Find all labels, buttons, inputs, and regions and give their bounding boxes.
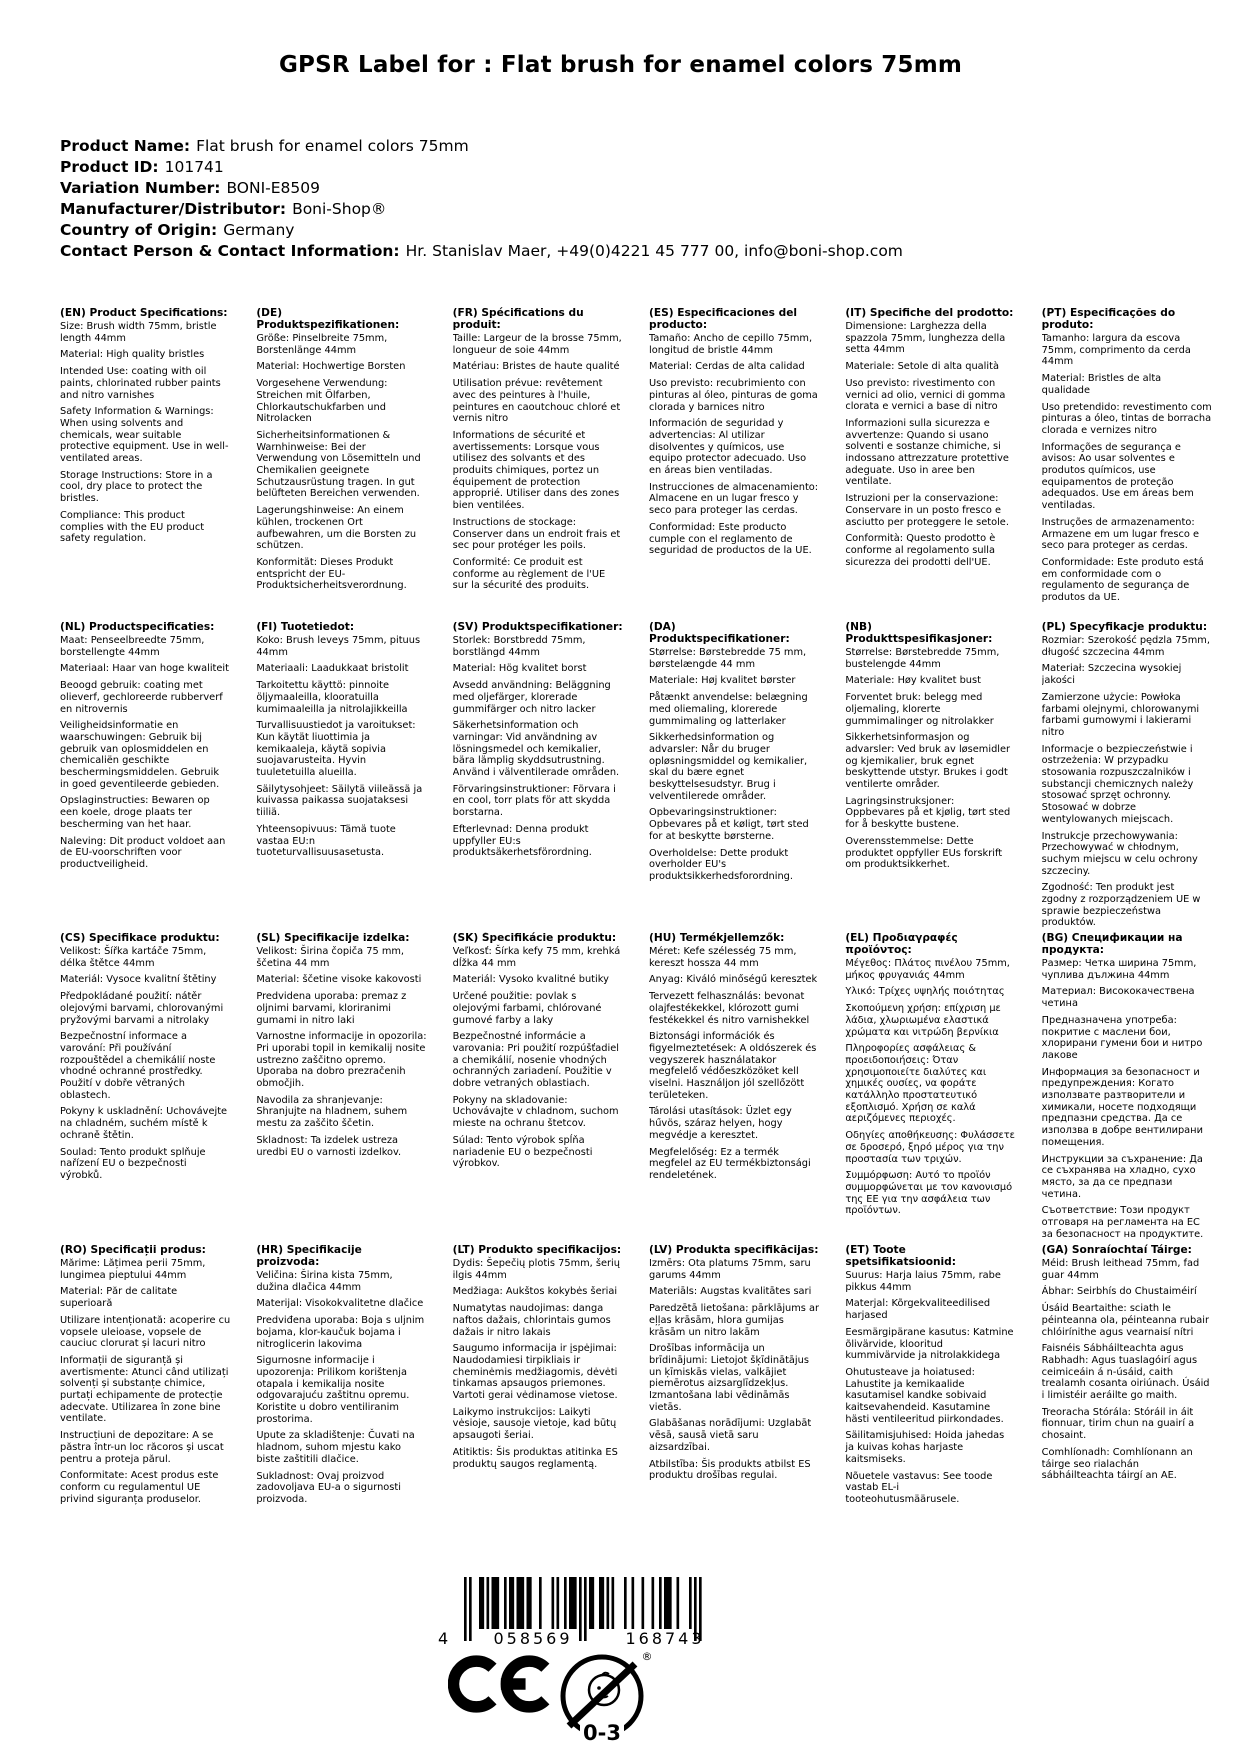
spec-paragraph: Tarkoitettu käyttö: pinnoite öljymaaleilla, klooratuilla kumimaaleilla ja nitrolajikkeilla <box>256 680 408 715</box>
spec-cell-lt <box>453 1244 623 1511</box>
spec-paragraph: Materiaali: Laadukkaat bristolit <box>256 663 409 675</box>
spec-paragraph: Konformität: Dieses Produkt entspricht der EU-Produktsicherheitsverordnung. <box>256 556 407 592</box>
spec-paragraph: Suurus: Harja laius 75mm, rabe pikkus 44mm <box>845 1270 1001 1293</box>
spec-header: (NL) Productspecificaties: <box>60 621 215 633</box>
spec-paragraph: Säilitamisjuhised: Hoida jahedas ja kuivas kohas harjaste kaitsmiseks. <box>845 1430 1005 1465</box>
spec-paragraph: Συμμόρφωση: Αυτό το προϊόν συμμορφώνεται με τον κανονισμό της ΕΕ για την ασφάλεια των προϊόντων. <box>845 1170 1013 1217</box>
spec-paragraph: Istruzioni per la conservazione: Conservare in un posto fresco e asciutto per proteggere le setole. <box>845 493 1009 528</box>
spec-paragraph: Størrelse: Børstebredde 75mm, bustelengde 44mm <box>845 647 1000 670</box>
spec-paragraph: Materiał: Szczecina wysokiej jakości <box>1041 663 1182 687</box>
spec-cell-ga <box>1042 1244 1212 1511</box>
spec-header: (PT) Especificações do produto: <box>1041 307 1176 331</box>
age-warning-0-3-icon <box>556 1648 656 1750</box>
spec-paragraph: Размер: Четка ширина 75mm, чуплива дължина 44mm <box>1041 958 1197 981</box>
spec-paragraph: Skladnost: Ta izdelek ustreza uredbi EU o varnosti izdelkov. <box>256 1134 402 1158</box>
product-info-field <box>60 199 903 220</box>
spec-paragraph: Atbilstība: Šis produkts atbilst ES produktu drošības regulai. <box>648 1458 811 1482</box>
spec-paragraph: Avsedd användning: Beläggning med oljefärger, klorerade gummifärger och nitro lacker <box>452 680 611 715</box>
spec-paragraph: Forventet bruk: belegg med oljemaling, klorerte gummimalinger og nitrolakker <box>845 692 994 727</box>
spec-header: (HR) Specifikacije proizvoda: <box>256 1244 362 1268</box>
spec-paragraph: Materjal: Kõrgekvaliteedilised harjased <box>845 1298 991 1322</box>
spec-paragraph: Förvaringsinstruktioner: Förvara i en cool, torr plats för att skydda borstarna. <box>452 783 616 819</box>
spec-paragraph: Turvallisuustiedot ja varoitukset: Kun käytät liuottimia ja kemikaaleja, käytä sopivia suojavarusteita. Hyvin tuuletetuilla alueilla. <box>256 720 416 779</box>
spec-paragraph: Méid: Brush leithead 75mm, fad guar 44mm <box>1041 1258 1200 1281</box>
spec-cell-fr <box>453 307 623 621</box>
product-info-field <box>60 178 903 199</box>
spec-paragraph: Naleving: Dit product voldoet aan de EU-voorschriften voor productveiligheid. <box>60 835 226 870</box>
spec-cell-sk <box>453 932 623 1244</box>
spec-paragraph: Bezpečnostné informácie a varovania: Pri použití rozpúšťadiel a chemikálií, nosenie vhodných ochranných zariadení. Použitie v dobre vetraných oblastiach. <box>452 1031 619 1090</box>
spec-header: (EL) Προδιαγραφές προϊόντος: <box>845 932 958 956</box>
spec-paragraph: Utilizare intenționată: acoperire cu vopsele uleioase, vopsele de cauciuc clorurat și lacuri nitro <box>60 1314 231 1350</box>
spec-paragraph: Saugumo informacija ir įspėjimai: Naudodamiesi tirpikliais ir cheminėmis medžiagomis, dėvėti tinkamas apsaugos priemones. Vartoti gerai vėdinamose vietose. <box>452 1343 618 1402</box>
spec-paragraph: Größe: Pinselbreite 75mm, Borstenlänge 44mm <box>256 333 388 356</box>
spec-paragraph: Dydis: Šepečių plotis 75mm, šerių ilgis 44mm <box>452 1258 620 1281</box>
spec-paragraph: Sikkerhetsinformasjon og advarsler: Ved bruk av løsemidler og kjemikalier, bruk egnet beskyttende utstyr. Brukes i godt ventilerte områder. <box>845 732 1011 791</box>
barcode-digit-first: 4 <box>438 1629 449 1648</box>
spec-paragraph: Ohutusteave ja hoiatused: Lahustite ja kemikaalide kasutamisel kandke sobivaid kaitsevahendeid. Kasutamine hästi ventileeritud piirkondades. <box>845 1366 1004 1425</box>
spec-paragraph: Conformidade: Este produto está em conformidade com o regulamento de segurança de produtos da UE. <box>1041 556 1204 604</box>
spec-paragraph: Efterlevnad: Denna produkt uppfyller EU:s produktsäkerhetsförordning. <box>452 823 592 859</box>
spec-paragraph: Koko: Brush leveys 75mm, pituus 44mm <box>256 635 421 658</box>
spec-paragraph: Instrucciones de almacenamiento: Almacene en un lugar fresco y seco para proteger las cerdas. <box>648 481 819 517</box>
spec-header: (PL) Specyfikacje produktu: <box>1041 621 1208 633</box>
spec-paragraph: Conformidad: Este producto cumple con el reglamento de seguridad de productos de la UE. <box>648 521 812 557</box>
spec-cell-pt <box>1042 307 1212 621</box>
spec-paragraph: Anyag: Kiváló minőségű keresztek <box>648 974 818 986</box>
spec-paragraph: Velikost: Širina čopiča 75 mm, ščetina 44 mm <box>256 946 405 969</box>
spec-paragraph: Navodila za shranjevanje: Shranjujte na hladnem, suhem mestu za zaščito ščetin. <box>256 1094 408 1130</box>
spec-paragraph: Faisnéis Sábháilteachta agus Rabhadh: Agus tuaslagóirí agus ceimiceáin á n-úsáid, caith trealamh cosanta oiriúnach. Úsáid i limistéir aeráilte go maith. <box>1041 1343 1210 1402</box>
spec-paragraph: Material: Hög kvalitet borst <box>452 663 587 675</box>
spec-paragraph: Drošības informācija un brīdinājumi: Lietojot šķīdinātājus un ķīmiskās vielas, valkājiet piemērotus aizsarglīdzekļus. Izmantošana labi vēdināmās vietās. <box>648 1343 809 1413</box>
spec-paragraph: Инструкции за съхранение: Да се съхранява на хладно, сухо място, за да се предпази четина. <box>1041 1153 1203 1200</box>
spec-paragraph: Materiál: Vysoko kvalitné butiky <box>452 974 609 986</box>
spec-paragraph: Conformitate: Acest produs este conform cu regulamentul UE privind siguranța produselor. <box>60 1470 219 1505</box>
spec-paragraph: Material: Cerdas de alta calidad <box>648 361 805 373</box>
spec-paragraph: Určené použitie: povlak s olejovými farbami, chlórované gumové farby a laky <box>452 991 602 1026</box>
spec-paragraph: Upute za skladištenje: Čuvati na hladnom, suhom mjestu kako biste zaštitili dlačice. <box>256 1430 415 1465</box>
spec-cell-de <box>256 307 426 621</box>
field-value: Germany <box>223 221 295 239</box>
spec-paragraph: Materiale: Setole di alta qualità <box>845 361 999 373</box>
spec-header: (HU) Termékjellemzők: <box>648 932 785 944</box>
spec-paragraph: Materiale: Høy kvalitet bust <box>845 675 981 687</box>
spec-paragraph: Lagringsinstruksjoner: Oppbevares på et kjølig, tørt sted for å beskytte bustene. <box>845 795 1011 831</box>
spec-cell-nb <box>845 621 1015 932</box>
spec-cell-hu <box>649 932 819 1244</box>
spec-paragraph: Tamanho: largura da escova 75mm, comprimento da cerda 44mm <box>1041 333 1191 368</box>
field-value: Hr. Stanislav Maer, +49(0)4221 45 777 00, info@boni-shop.com <box>405 242 903 260</box>
spec-paragraph: Safety Information & Warnings: When using solvents and chemicals, wear suitable protective equipment. Use in well-ventilated areas. <box>60 406 229 465</box>
spec-header: (RO) Specificații produs: <box>60 1244 206 1256</box>
spec-paragraph: Bezpečnostní informace a varování: Při používání rozpouštědel a chemikálií noste vhodné ochranné prostředky. Použití v dobře větraných oblastech. <box>60 1031 216 1101</box>
spec-paragraph: Materiāls: Augstas kvalitātes sari <box>648 1286 812 1298</box>
spec-header: (IT) Specifiche del prodotto: <box>845 307 1014 319</box>
spec-cell-cs <box>60 932 230 1244</box>
spec-cell-pl <box>1042 621 1212 932</box>
spec-header: (SV) Produktspecifikationer: <box>452 621 623 633</box>
spec-paragraph: Materiale: Høj kvalitet børster <box>648 675 796 687</box>
spec-paragraph: Opslaginstructies: Bewaren op een koele, droge plaats ter bescherming van het haar. <box>60 795 210 830</box>
spec-cell-bg <box>1042 932 1212 1244</box>
spec-paragraph: Megfelelőség: Ez a termék megfelel az EU termékbiztonsági rendeletének. <box>648 1146 811 1181</box>
spec-paragraph: Maat: Penseelbreedte 75mm, borstellengte 44mm <box>60 635 205 658</box>
spec-paragraph: Предназначена употреба: покритие с маслени бои, хлорирани гумени бои и нитро лакове <box>1041 1014 1203 1061</box>
spec-paragraph: Beoogd gebruik: coating met olieverf, gechloreerde rubberverf en nitrovernis <box>60 680 223 715</box>
spec-cell-fi <box>256 621 426 932</box>
field-value: Boni-Shop® <box>292 200 387 218</box>
spec-paragraph: Pokyny na skladovanie: Uchovávajte v chladnom, suchom mieste na ochranu štetcov. <box>452 1094 619 1130</box>
spec-cell-hr <box>256 1244 426 1511</box>
spec-paragraph: Οδηγίες αποθήκευσης: Φυλάσσετε σε δροσερό, ξηρό μέρος για την προστασία των τριχών. <box>845 1130 1015 1165</box>
spec-paragraph: Instrucțiuni de depozitare: A se păstra într-un loc răcoros și uscat pentru a proteja părul. <box>60 1430 224 1465</box>
spec-paragraph: Matériau: Bristes de haute qualité <box>452 361 620 373</box>
spec-paragraph: Påtænkt anvendelse: belægning med oliemaling, klorerede gummimaling og latterlaker <box>648 692 808 727</box>
spec-header: (LV) Produkta specifikācijas: <box>648 1244 819 1256</box>
spec-header: (SL) Specifikacije izdelka: <box>256 932 410 944</box>
spec-paragraph: Material: Bristles de alta qualidade <box>1041 373 1162 396</box>
spec-cell-sv <box>453 621 623 932</box>
spec-header: (DA) Produktspecifikationer: <box>648 621 790 645</box>
spec-paragraph: Intended Use: coating with oil paints, chlorinated rubber paints and nitro varnishes <box>60 366 221 401</box>
spec-paragraph: Uso pretendido: revestimento com pinturas a óleo, tintas de borracha clorada e vernizes nitro <box>1041 401 1212 436</box>
field-label: Contact Person & Contact Information: <box>60 242 400 260</box>
spec-paragraph: Treoracha Stórála: Stóráil in áit fionnuar, tirim chun na guairí a chosaint. <box>1041 1406 1195 1442</box>
spec-paragraph: Veľkosť: Šírka kefy 75 mm, krehká dĺžka 44 mm <box>452 946 621 969</box>
spec-paragraph: Υλικό: Τρίχες υψηλής ποιότητας <box>845 986 1005 998</box>
spec-cell-da <box>649 621 819 932</box>
spec-paragraph: Compliance: This product complies with the EU product safety regulation. <box>60 509 205 545</box>
spec-header: (SK) Špecifikácie produktu: <box>452 932 617 944</box>
spec-paragraph: Numatytas naudojimas: danga naftos dažais, chlorintais gumos dažais ir nitro lakais <box>452 1303 611 1338</box>
spec-paragraph: Ábhar: Seirbhís do Chustaiméirí <box>1041 1286 1197 1298</box>
field-label: Product Name: <box>60 137 191 155</box>
field-value: BONI-E8509 <box>226 179 320 197</box>
spec-paragraph: Laikymo instrukcijos: Laikyti vėsioje, sausoje vietoje, kad būtų apsaugoti šeriai. <box>452 1406 617 1442</box>
spec-header: (FI) Tuotetiedot: <box>256 621 355 633</box>
field-label: Manufacturer/Distributor: <box>60 200 287 218</box>
spec-paragraph: Soulad: Tento produkt splňuje nařízení EU o bezpečnosti výrobků. <box>60 1146 206 1181</box>
spec-paragraph: Méret: Kefe szélesség 75 mm, kereszt hossza 44 mm <box>648 946 797 969</box>
spec-paragraph: Paredzētā lietošana: pārklājums ar eļļas krāsām, hlora gumijas krāsām un nitro lakām <box>648 1303 820 1338</box>
spec-paragraph: Størrelse: Børstebredde 75 mm, børstelængde 44 mm <box>648 647 807 670</box>
spec-paragraph: Sicherheitsinformationen & Warnhinweise: Bei der Verwendung von Lösemitteln und Chemikalien geeignete Schutzausrüstung tragen. In gut belüfteten Bereichen verwenden. <box>256 429 421 500</box>
spec-paragraph: Sukladnost: Ovaj proizvod zadovoljava EU-a o sigurnosti proizvoda. <box>256 1470 401 1505</box>
spec-paragraph: Glabāšanas norādījumi: Uzglabāt vēsā, sausā vietā saru aizsardzībai. <box>648 1418 812 1453</box>
spec-paragraph: Veličina: Širina kista 75mm, dužina dlačica 44mm <box>256 1270 393 1293</box>
spec-paragraph: Yhteensopivuus: Tämä tuote vastaa EU:n tuoteturvallisuusasetusta. <box>256 823 396 859</box>
spec-paragraph: Varnostne informacije in opozorila: Pri uporabi topil in kemikalij nosite ustrezno zaščitno opremo. Uporaba na dobro prezračenih območjih. <box>256 1031 427 1090</box>
spec-paragraph: Säilytysohjeet: Säilytä viileässä ja kuivassa paikassa suojataksesi tiiliä. <box>256 783 423 819</box>
spec-paragraph: Lagerungshinweise: An einem kühlen, trockenen Ort aufbewahren, um die Borsten zu schützen. <box>256 505 417 552</box>
spec-paragraph: Instructions de stockage: Conserver dans un endroit frais et sec pour protéger les poils. <box>452 516 621 552</box>
spec-paragraph: Taille: Largeur de la brosse 75mm, longueur de soie 44mm <box>452 333 622 356</box>
spec-paragraph: Material: High quality bristles <box>60 349 205 361</box>
spec-paragraph: Predviđena uporaba: Boja s uljnim bojama, klor-kaučuk bojama i nitroglicerin lakovima <box>256 1315 425 1350</box>
spec-paragraph: Zgodność: Ten produkt jest zgodny z rozporządzeniem UE w sprawie bezpieczeństwa produktów. <box>1041 882 1201 929</box>
spec-paragraph: Materiaal: Haar van hoge kwaliteit <box>60 663 229 675</box>
spec-header: (NB) Produkttspesifikasjoner: <box>845 621 993 645</box>
age-warning-label: 0-3 <box>583 1721 621 1745</box>
spec-paragraph: Informații de siguranță și avertismente: Atunci când utilizați solvenți și substanțe chimice, purtați echipamente de protecție adecvate. Utilizarea în zone bine ventilate. <box>60 1354 229 1425</box>
spec-paragraph: Utilisation prévue: revêtement avec des peintures à l'huile, peintures en caoutchouc chloré et vernis nitro <box>452 378 621 425</box>
spec-paragraph: Súlad: Tento výrobok spĺňa nariadenie EU o bezpečnosti výrobkov. <box>452 1134 593 1170</box>
spec-paragraph: Materiál: Vysoce kvalitní štětiny <box>60 974 217 986</box>
spec-header: (GA) Sonraíochtaí Táirge: <box>1041 1244 1192 1256</box>
spec-paragraph: Säkerhetsinformation och varningar: Vid användning av lösningsmedel och kemikalier, bära lämplig skyddsutrustning. Använd i välventilerade områden. <box>452 720 620 779</box>
field-label: Variation Number: <box>60 179 221 197</box>
spec-paragraph: Materijal: Visokokvalitetne dlačice <box>256 1298 424 1310</box>
spec-paragraph: Size: Brush width 75mm, bristle length 44mm <box>60 321 217 344</box>
spec-header: (ET) Toote spetsifikatsioonid: <box>845 1244 956 1268</box>
spec-paragraph: Conformité: Ce produit est conforme au règlement de l'UE sur la sécurité des produits. <box>452 556 606 592</box>
spec-paragraph: Съответствие: Този продукт отговаря на регламента на ЕС за безопасност на продуктите. <box>1041 1205 1204 1240</box>
spec-paragraph: Storlek: Borstbredd 75mm, borstlängd 44mm <box>452 635 586 658</box>
spec-cell-ro <box>60 1244 230 1511</box>
spec-paragraph: Informacje o bezpieczeństwie i ostrzeżenia: W przypadku stosowania rozpuszczalników i substancji chemicznych należy stosować sprzęt ochronny. Stosować w dobrze wentylowanych miejscach. <box>1041 743 1194 825</box>
spec-header: (ES) Especificaciones del producto: <box>648 307 798 331</box>
spec-header: (EN) Product Specifications: <box>60 307 228 319</box>
product-info-field <box>60 136 903 157</box>
spec-cell-el <box>845 932 1015 1244</box>
spec-paragraph: Πληροφορίες ασφάλειας & προειδοποιήσεις: Όταν χρησιμοποιείτε διαλύτες και χημικές ουσίες, να φοράτε κατάλληλο προστατευτικό εξοπλισμό. Χρήση σε καλά αεριζόμενες περιοχές. <box>845 1043 987 1125</box>
spec-paragraph: Tervezett felhasználás: bevonat olajfestékekkel, klórozott gumi festékekkel és nitro varnishekkel <box>648 991 810 1026</box>
spec-cell-it <box>845 307 1015 621</box>
spec-paragraph: Material: Hochwertige Borsten <box>256 361 406 373</box>
spec-cell-sl <box>256 932 426 1244</box>
spec-paragraph: Pokyny k uskladnění: Uchovávejte na chladném, suchém místě k ochraně štětin. <box>60 1106 228 1141</box>
spec-paragraph: Rozmiar: Szerokość pędzla 75mm, długość szczecina 44mm <box>1041 635 1210 658</box>
field-label: Product ID: <box>60 158 159 176</box>
spec-paragraph: Sigurnosne informacije i upozorenja: Prilikom korištenja otapala i kemikalija nosite odgovarajuću zaštitnu opremu. Koristite u dobro ventiliranim prostorima. <box>256 1355 410 1425</box>
spec-paragraph: Medžiaga: Aukštos kokybės šeriai <box>452 1286 618 1298</box>
product-info-field <box>60 220 903 241</box>
product-info-field <box>60 241 903 262</box>
spec-paragraph: Biztonsági információk és figyelmeztetések: A oldószerek és vegyszerek használatakor megfelelő védőeszközöket kell viselni. Használjon jól szellőzött területeken. <box>648 1031 817 1101</box>
spec-cell-et <box>845 1244 1015 1511</box>
spec-header: (FR) Spécifications du produit: <box>452 307 584 331</box>
spec-paragraph: Информация за безопасност и предупреждения: Когато използвате разтворители и химикали, носете подходящи предпазни средства. Да се използва в добре вентилирани помещения. <box>1041 1066 1203 1148</box>
spec-paragraph: Material: Păr de calitate superioară <box>60 1286 178 1310</box>
spec-paragraph: Sikkerhedsinformation og advarsler: Når du bruger opløsningsmiddel og kemikalier, skal du bære egnet beskyttelsesudstyr. Brug i velventilerede områder. <box>648 732 808 802</box>
product-info-block <box>60 136 903 262</box>
spec-paragraph: Uso previsto: rivestimento con vernici ad olio, vernici di gomma clorata e vernici a base di nitro <box>845 377 1006 413</box>
spec-paragraph: Predvidena uporaba: premaz z oljnimi barvami, kloriranimi gumami in nitro laki <box>256 991 407 1026</box>
spec-cell-es <box>649 307 819 621</box>
product-info-field <box>60 157 903 178</box>
spec-paragraph: Información de seguridad y advertencias: Al utilizar disolventes y químicos, use equipo protector adecuado. Uso en áreas bien ventiladas. <box>648 418 807 477</box>
field-value: 101741 <box>164 158 224 176</box>
barcode-digits-left: 058569 <box>493 1629 573 1648</box>
field-label: Country of Origin: <box>60 221 218 239</box>
spec-cell-lv <box>649 1244 819 1511</box>
spec-header: (BG) Спецификации на продукта: <box>1041 932 1183 956</box>
spec-header: (DE) Produktspezifikationen: <box>256 307 400 331</box>
spec-paragraph: Zamierzone użycie: Powłoka farbami olejnymi, chlorowanymi farbami gumowymi i lakierami nitro <box>1041 691 1200 738</box>
spec-paragraph: Předpokládané použití: nátěr olejovými barvami, chlorovanými pryžovými barvami a nitrolaky <box>60 991 224 1026</box>
spec-cell-en <box>60 307 230 621</box>
spec-paragraph: Opbevaringsinstruktioner: Opbevares på et køligt, tørt sted for at beskytte børsterne. <box>648 807 809 842</box>
spec-paragraph: Informations de sécurité et avertissements: Lorsque vous utilisez des solvants et des produits chimiques, portez un équipement de protection approprié. Utiliser dans des zones bien ventilées. <box>452 429 620 512</box>
spec-paragraph: Overholdelse: Dette produkt overholder EU's produktsikkerhedsforordning. <box>648 847 794 882</box>
spec-paragraph: Material: ščetine visoke kakovosti <box>256 974 422 986</box>
spec-paragraph: Storage Instructions: Store in a cool, dry place to protect the bristles. <box>60 469 213 505</box>
registered-mark: ® <box>641 1650 653 1663</box>
spec-paragraph: Veiligheidsinformatie en waarschuwingen: Gebruik bij gebruik van oplosmiddelen en chemicaliën geschikte beschermingsmiddelen. Gebruik in goed geventileerde gebieden. <box>60 720 220 790</box>
spec-paragraph: Informazioni sulla sicurezza e avvertenze: Quando si usano solventi e sostanze chimiche, si indossano attrezzature protettive adeguate. Uso in aree ben ventilate. <box>845 417 1009 488</box>
spec-paragraph: Atitiktis: Šis produktas atitinka ES produktų saugos reglamentą. <box>452 1446 618 1470</box>
spec-paragraph: Μέγεθος: Πλάτος πινέλου 75mm, μήκος φρυγανιάς 44mm <box>845 958 1010 981</box>
spec-header: (CS) Specifikace produktu: <box>60 932 220 944</box>
spec-paragraph: Instrukcje przechowywania: Przechowywać w chłodnym, suchym miejscu w celu ochrony szczeciny. <box>1041 830 1198 877</box>
spec-paragraph: Informações de segurança e avisos: Ao usar solventes e produtos químicos, use equipamentos de proteção adequados. Use em áreas bem ventiladas. <box>1041 441 1194 512</box>
spec-paragraph: Dimensione: Larghezza della spazzola 75mm, lunghezza della setta 44mm <box>845 321 1006 356</box>
spec-paragraph: Σκοπούμενη χρήση: επίχριση με λάδια, χλωριωμένα ελαστικά χρώματα και νιτρώδη βερνίκια <box>845 1003 1001 1038</box>
spec-paragraph: Mărime: Lățimea perii 75mm, lungimea pieptului 44mm <box>60 1258 206 1281</box>
spec-paragraph: Vorgesehene Verwendung: Streichen mit Ölfarben, Chlorkautschukfarben und Nitrolacken <box>256 378 388 425</box>
field-value: Flat brush for enamel colors 75mm <box>196 137 469 155</box>
spec-paragraph: Tárolási utasítások: Üzlet egy hűvös, száraz helyen, hogy megvédje a keresztet. <box>648 1106 792 1141</box>
spec-paragraph: Uso previsto: recubrimiento con pinturas al óleo, pinturas de goma clorada y barnices nitro <box>648 378 818 413</box>
spec-cell-nl <box>60 621 230 932</box>
spec-paragraph: Izmērs: Ota platums 75mm, saru garums 44mm <box>648 1258 811 1281</box>
spec-paragraph: Conformità: Questo prodotto è conforme al regolamento sulla sicurezza dei prodotti dell'UE. <box>845 533 996 568</box>
spec-paragraph: Instruções de armazenamento: Armazene em um lugar fresco e seco para proteger as cerdas. <box>1041 516 1200 552</box>
page-title: GPSR Label for : Flat brush for enamel colors 75mm <box>278 52 963 78</box>
spec-paragraph: Tamaño: Ancho de cepillo 75mm, longitud de bristle 44mm <box>648 333 813 356</box>
spec-paragraph: Eesmärgipärane kasutus: Katmine õlivärvide, klooritud kummivärvide ja nitrolakkidega <box>845 1326 1014 1362</box>
barcode-digits-right: 168743 <box>625 1629 705 1648</box>
spec-paragraph: Nõuetele vastavus: See toode vastab EL-i tooteohutusmäärusele. <box>845 1470 993 1505</box>
spec-paragraph: Материал: Висококачествена четина <box>1041 986 1195 1010</box>
spec-paragraph: Overensstemmelse: Dette produktet oppfyller EUs forskrift om produktsikkerhet. <box>845 835 1003 871</box>
ce-mark-icon <box>448 1653 552 1715</box>
language-spec-grid <box>60 307 1212 1511</box>
spec-paragraph: Comhlíonadh: Comhlíonann an táirge seo rialachán sábháilteachta táirgí an AE. <box>1041 1446 1193 1482</box>
spec-paragraph: Úsáid Beartaithe: sciath le péinteanna ola, péinteanna rubair chlóirínithe agus vearnaisí nítri <box>1041 1303 1209 1338</box>
spec-header: (LT) Produkto specifikacijos: <box>452 1244 622 1256</box>
spec-paragraph: Velikost: Šířka kartáče 75mm, délka štětce 44mm <box>60 946 207 969</box>
